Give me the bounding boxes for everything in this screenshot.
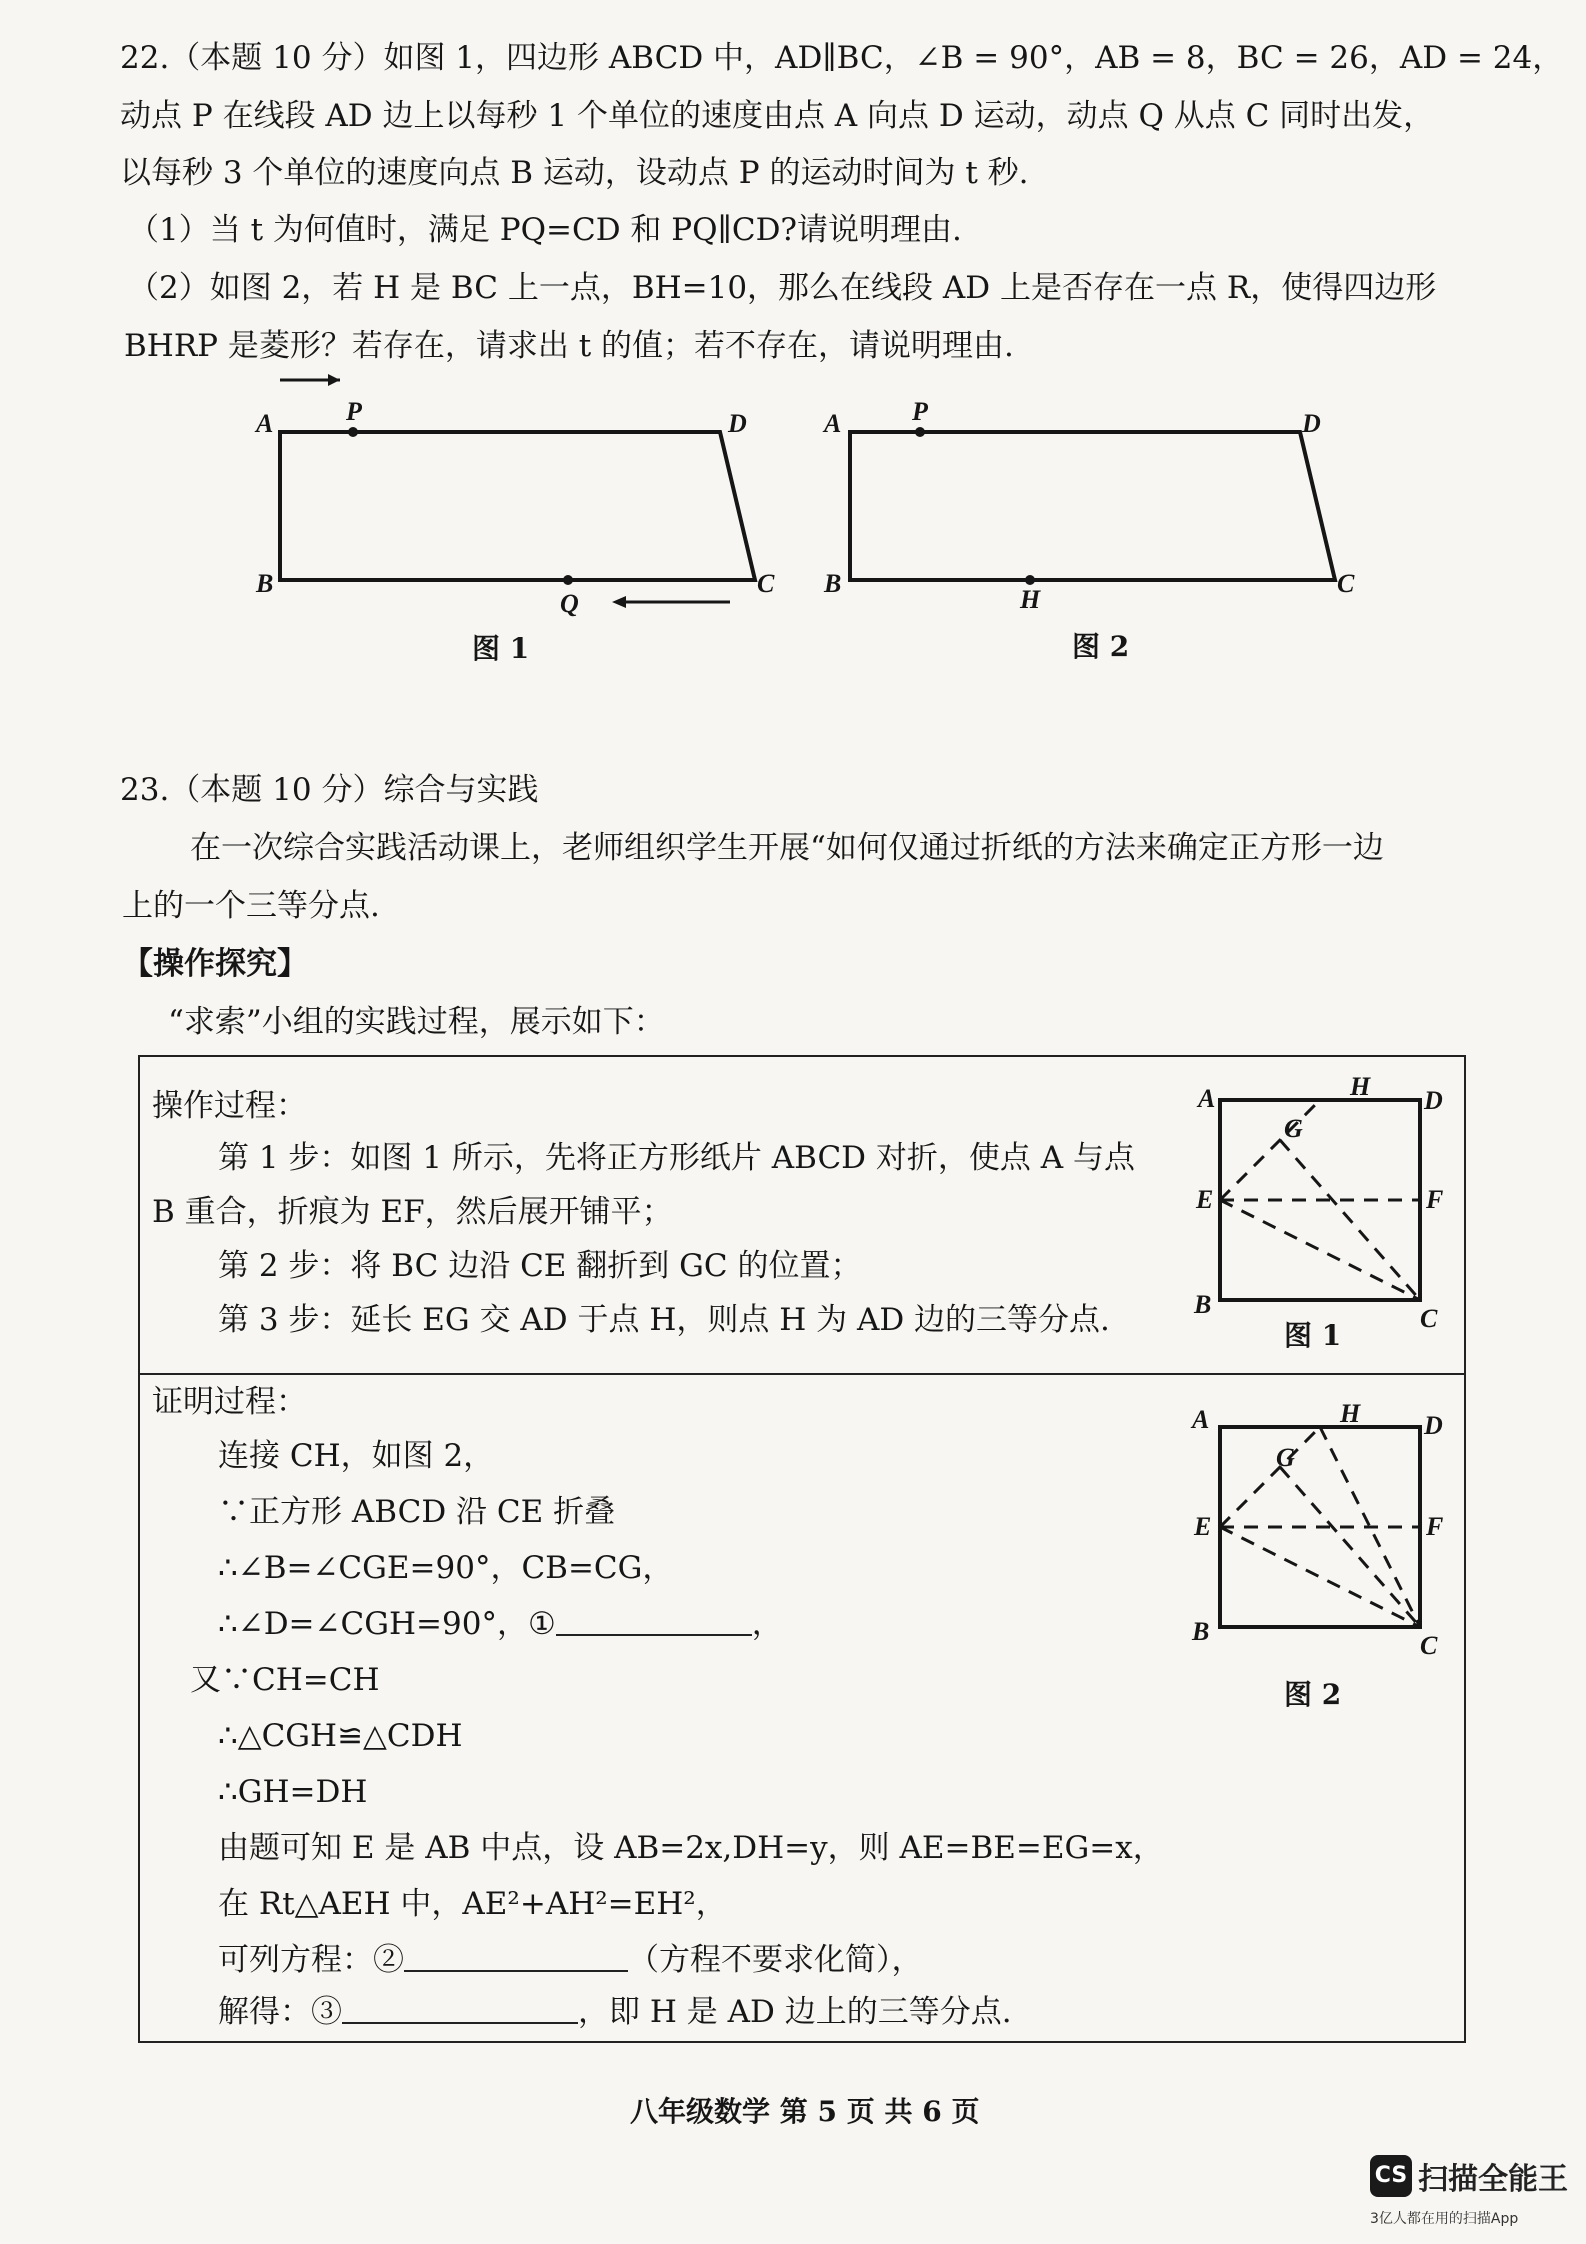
line-gc	[1280, 1467, 1420, 1627]
label-a: A	[824, 409, 842, 438]
step-2: 第 2 步：将 BC 边沿 CE 翻折到 GC 的位置；	[218, 1248, 862, 1284]
q-direction-arrowhead	[612, 596, 626, 608]
label-c: C	[1420, 1304, 1438, 1333]
proof-line-11-text: 解得：③	[218, 1994, 342, 2030]
label-f: F	[1426, 1512, 1444, 1541]
label-d: D	[1424, 1086, 1443, 1115]
label-b: B	[1194, 1290, 1212, 1319]
step-1b: B 重合，折痕为 EF，然后展开铺平；	[152, 1194, 673, 1230]
fold-line-ec	[1220, 1200, 1420, 1300]
line-eh	[1220, 1427, 1320, 1527]
scanner-logo: CS	[1370, 2155, 1412, 2197]
p-direction-arrowhead	[328, 374, 340, 386]
label-f: F	[1426, 1185, 1444, 1214]
step-1a: 第 1 步：如图 1 所示，先将正方形纸片 ABCD 对折，使点 A 与点	[218, 1140, 1135, 1176]
scanner-watermark	[1370, 2154, 1570, 2234]
proof-line-4-text: ∴∠D=∠CGH=90°，①	[218, 1606, 556, 1642]
label-e: E	[1196, 1185, 1214, 1214]
q22-figure-1	[250, 370, 790, 670]
q22-line3: 以每秒 3 个单位的速度向点 B 运动，设动点 P 的运动时间为 t 秒.	[120, 155, 1029, 191]
quadrilateral-abcd	[850, 432, 1335, 580]
label-q: Q	[560, 589, 579, 618]
answer-blank-1[interactable]	[556, 1606, 752, 1636]
label-h: H	[1350, 1072, 1371, 1101]
q22-line1: 22.（本题 10 分）如图 1，四边形 ABCD 中，AD∥BC，∠B = 90°，AB = 8，BC = 26，AD = 24，	[120, 40, 1564, 76]
proof-title: 证明过程：	[152, 1384, 307, 1420]
proof-line-10-text: 可列方程：②	[218, 1942, 404, 1978]
q22-part1: （1）当 t 为何值时，满足 PQ=CD 和 PQ∥CD?请说明理由.	[128, 212, 962, 248]
line-eh	[1220, 1100, 1320, 1200]
proof-line-11-end: ，即 H 是 AD 边上的三等分点.	[578, 1994, 1012, 2030]
point-p	[348, 427, 358, 437]
label-a: A	[1198, 1084, 1216, 1113]
q22-part2b: BHRP 是菱形？若存在，请求出 t 的值；若不存在，请说明理由.	[124, 328, 1014, 364]
operation-title: 操作过程：	[152, 1088, 307, 1124]
proof-line-10	[218, 1940, 923, 1980]
label-a: A	[256, 409, 274, 438]
label-d: D	[1302, 409, 1321, 438]
q22-line2: 动点 P 在线段 AD 边上以每秒 1 个单位的速度由点 A 向点 D 运动，动点 Q 从点 C 同时出发，	[120, 98, 1435, 134]
scanner-name: 扫描全能王	[1418, 2162, 1568, 2197]
label-d: D	[728, 409, 747, 438]
proof-line-1: 连接 CH，如图 2，	[218, 1438, 495, 1474]
q23-group-line: “求索”小组的实践过程，展示如下：	[168, 1004, 665, 1040]
label-g: G	[1284, 1114, 1303, 1143]
point-h	[1025, 575, 1035, 585]
label-c: C	[757, 569, 775, 598]
label-h: H	[1340, 1399, 1361, 1428]
proof-line-9: 在 Rt△AEH 中，AE²+AH²=EH²，	[218, 1886, 727, 1922]
quadrilateral-abcd	[280, 432, 755, 580]
line-gc	[1280, 1140, 1420, 1300]
proof-line-10-end: （方程不要求化简），	[628, 1942, 923, 1978]
answer-blank-3[interactable]	[342, 1994, 578, 2024]
label-p: P	[912, 397, 928, 426]
page-footer: 八年级数学 第 5 页 共 6 页	[630, 2095, 980, 2128]
proof-line-6: ∴△CGH≌△CDH	[218, 1718, 463, 1754]
figure-caption: 图 2	[1284, 1678, 1342, 1711]
figure-caption: 图 1	[472, 632, 530, 665]
label-p: P	[346, 397, 362, 426]
fold-line-ec	[1220, 1527, 1420, 1627]
figure-caption: 图 2	[1072, 630, 1130, 663]
q22-figure-2	[820, 370, 1360, 670]
label-c: C	[1337, 569, 1355, 598]
label-h: H	[1020, 585, 1041, 614]
proof-line-4-end: ，	[751, 1606, 783, 1642]
q23-intro-line1: 在一次综合实践活动课上，老师组织学生开展“如何仅通过折纸的方法来确定正方形一边	[190, 830, 1384, 866]
label-g: G	[1276, 1443, 1295, 1472]
label-b: B	[1192, 1617, 1210, 1646]
step-3: 第 3 步：延长 EG 交 AD 于点 H，则点 H 为 AD 边的三等分点.	[218, 1302, 1110, 1338]
proof-line-11	[218, 1992, 1012, 2032]
proof-line-7: ∴GH=DH	[218, 1774, 368, 1810]
answer-blank-2[interactable]	[404, 1942, 628, 1972]
proof-line-2: ∵正方形 ABCD 沿 CE 折叠	[218, 1494, 616, 1530]
proof-line-4	[218, 1604, 783, 1644]
point-p	[915, 427, 925, 437]
figure-caption: 图 1	[1284, 1319, 1342, 1352]
label-e: E	[1194, 1512, 1212, 1541]
proof-line-8: 由题可知 E 是 AB 中点，设 AB=2x,DH=y，则 AE=BE=EG=x，	[218, 1830, 1164, 1866]
q22-part2a: （2）如图 2，若 H 是 BC 上一点，BH=10，那么在线段 AD 上是否存在一点 R，使得四边形	[128, 270, 1437, 306]
q23-intro-line2: 上的一个三等分点.	[122, 888, 380, 924]
label-b: B	[256, 569, 274, 598]
q23-section-heading: 【操作探究】	[122, 946, 308, 982]
q23-title: 23.（本题 10 分）综合与实践	[120, 772, 539, 808]
point-q	[563, 575, 573, 585]
q23-figure-2	[1180, 1392, 1460, 1722]
label-a: A	[1192, 1405, 1210, 1434]
label-d: D	[1424, 1411, 1443, 1440]
proof-line-5: 又∵CH=CH	[190, 1662, 380, 1698]
label-b: B	[824, 569, 842, 598]
scanner-tagline: 3亿人都在用的扫描App	[1370, 2211, 1519, 2227]
proof-line-3: ∴∠B=∠CGE=90°，CB=CG，	[218, 1550, 674, 1586]
q23-figure-1	[1180, 1065, 1460, 1365]
label-c: C	[1420, 1631, 1438, 1660]
